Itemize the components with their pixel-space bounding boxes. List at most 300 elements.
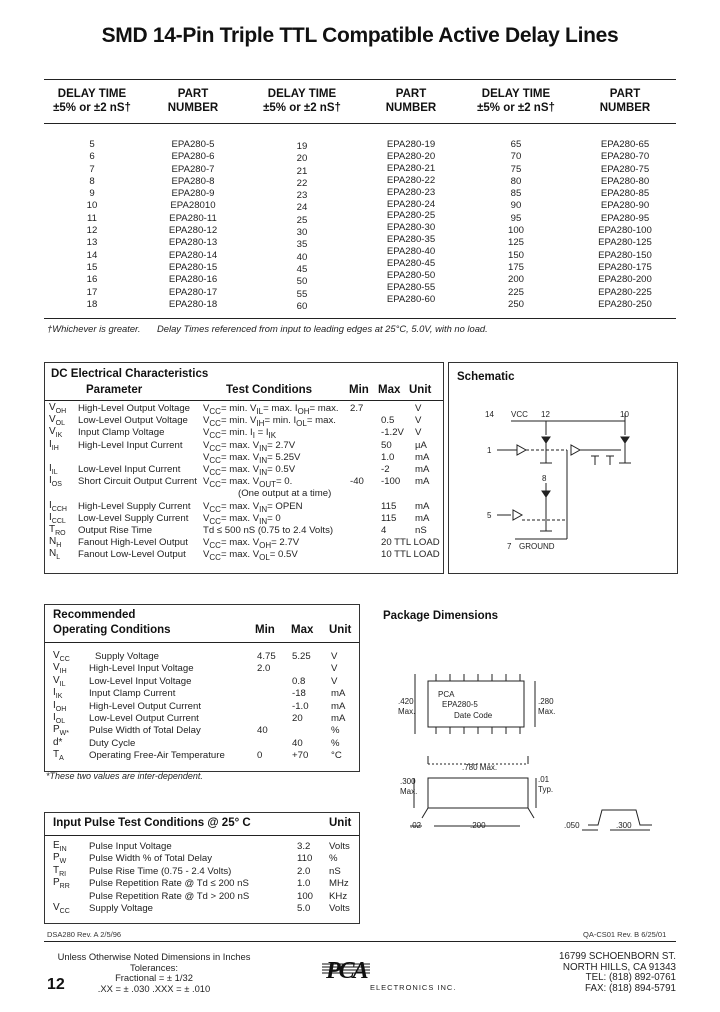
delay-column-3	[491, 139, 541, 311]
delay-value: 25	[296, 214, 308, 226]
symbol-letter: V	[49, 402, 56, 413]
dc-min: -40	[350, 476, 364, 488]
tolerance-block: Unless Otherwise Noted Dimensions in Inches Tolerances: Fractional = ± 1/32 .XX = ± .030 .XXX = ± .010	[57, 951, 251, 994]
part-number: EPA280-7	[171, 163, 215, 175]
part-number: EPA280-8	[171, 175, 215, 187]
dc-param: Fanout Low-Level Output	[78, 549, 186, 561]
symbol	[53, 877, 70, 890]
dc-condition: $V_{CC}= \max$. $V_{OH}= 2.7V$	[203, 537, 300, 551]
roc-max: -18	[292, 688, 306, 700]
roc-min: 2.0	[257, 663, 271, 675]
delay-value: 50	[296, 276, 308, 288]
doc-revision-left: DSA280 Rev. A 2/5/96	[47, 930, 122, 939]
dc-header-conditions: Test Conditions	[226, 384, 313, 396]
roc-unit: mA	[331, 700, 346, 712]
table-bottom-rule	[44, 318, 676, 319]
roc-unit: V	[331, 651, 338, 662]
symbol-letter: V	[53, 662, 60, 674]
symbol-subscript: L	[56, 554, 61, 562]
symbol-letter: V	[53, 902, 60, 913]
symbol	[53, 865, 66, 878]
symbol-letter: I	[49, 511, 52, 523]
part-number: EPA280-25	[386, 210, 436, 222]
dc-param: Low-Level Supply Current	[78, 512, 189, 524]
part-number: EPA280-225	[598, 286, 652, 298]
symbol	[53, 852, 66, 865]
part-header-2: PART NUMBER	[385, 88, 437, 114]
symbol	[49, 463, 58, 476]
delay-value: 10	[86, 200, 98, 212]
roc-min: 4.75	[257, 651, 276, 662]
roc-unit: V	[331, 663, 338, 675]
page-number: 12	[47, 976, 65, 993]
delay-value: 15	[86, 261, 98, 273]
ipt-header-rule	[45, 835, 359, 836]
pin-8-label: 8	[542, 474, 547, 483]
roc-max: 20	[292, 713, 303, 724]
dc-unit: µA	[415, 439, 427, 451]
dc-max: 50	[381, 439, 392, 451]
ipt-value: 3.2	[297, 841, 311, 852]
dc-condition: $V_{CC}= \max$. $V_{IN}=$ OPEN	[203, 500, 303, 514]
roc-unit: °C	[331, 750, 342, 762]
part-number: EPA280-5	[171, 139, 215, 150]
symbol-subscript: OL	[55, 420, 66, 428]
roc-param: Operating Free-Air Temperature	[89, 750, 225, 762]
chip-part-text: EPA280-5	[442, 700, 478, 709]
part-number: EPA28010	[170, 200, 216, 212]
delay-value: 225	[507, 286, 524, 298]
part-column-1	[153, 139, 233, 311]
chip-datecode-text: Date Code	[454, 711, 493, 720]
delay-value: 60	[296, 300, 308, 312]
delay-value: 40	[296, 251, 308, 263]
footer-rule	[44, 941, 676, 942]
symbol-subscript: OH	[55, 705, 67, 713]
roc-unit: %	[331, 737, 340, 749]
part-number: EPA280-55	[386, 281, 436, 293]
delay-value: 20	[296, 153, 308, 165]
symbol	[53, 700, 66, 713]
dc-header-parameter: Parameter	[86, 384, 143, 396]
part-number: EPA280-40	[386, 246, 436, 258]
ipt-param: Pulse Input Voltage	[89, 841, 172, 852]
dc-param: Output Rise Time	[78, 525, 153, 536]
symbol	[49, 512, 66, 525]
ground-label: GROUND	[519, 542, 555, 551]
dc-unit: V	[415, 415, 422, 427]
delay-value: 35	[296, 239, 308, 251]
ipt-unit: Volts	[329, 841, 350, 852]
delay-value: 55	[296, 288, 308, 300]
symbol-subscript: CC	[59, 908, 70, 915]
symbol-subscript: IH	[59, 668, 67, 676]
part-number: EPA280-24	[386, 198, 436, 210]
delay-value: 70	[510, 151, 522, 163]
roc-max: 5.25	[292, 651, 311, 662]
dc-unit: V	[415, 403, 422, 414]
schematic-box	[448, 362, 678, 574]
ipt-unit: KHz	[329, 890, 348, 902]
part-number: EPA280-22	[386, 174, 436, 186]
roc-param: Low-Level Input Voltage	[89, 675, 192, 687]
part-number: EPA280-125	[598, 237, 652, 249]
dc-unit: mA	[415, 476, 430, 488]
dc-condition: $V_{CC}= \max$. $V_{IN}= 0$	[203, 512, 281, 526]
ipt-unit: %	[329, 853, 338, 865]
delay-value: 14	[86, 249, 98, 261]
symbol-letter: T	[49, 524, 56, 535]
table-header-rule	[44, 123, 676, 124]
pin-12-label: 12	[541, 410, 550, 419]
symbol-letter: I	[49, 499, 52, 511]
delay-value: 100	[507, 225, 524, 237]
pin-1-label: 1	[487, 446, 492, 455]
part-number: EPA280-175	[598, 261, 652, 273]
table-top-rule	[44, 79, 676, 80]
delay-value: 150	[507, 249, 524, 261]
delay-header-1: DELAY TIME ±5% or ±2 nS†	[53, 88, 131, 114]
symbol	[49, 439, 59, 452]
roc-header-max: Max	[291, 624, 314, 636]
roc-title-line2: Operating Conditions	[53, 624, 171, 636]
symbol	[49, 524, 66, 537]
part-number: EPA280-80	[600, 175, 650, 187]
roc-param: Duty Cycle	[89, 737, 136, 749]
symbol	[53, 737, 62, 750]
part-number: EPA280-12	[168, 225, 218, 237]
delay-value: 30	[296, 227, 308, 239]
dc-unit: nS	[415, 525, 427, 536]
delay-value: 5	[89, 139, 95, 150]
symbol	[49, 402, 66, 415]
symbol	[53, 662, 67, 675]
symbol	[49, 536, 61, 549]
ipt-unit: nS	[329, 865, 341, 877]
delay-value: 90	[510, 200, 522, 212]
dc-characteristics-box	[44, 362, 444, 574]
part-number: EPA280-250	[598, 298, 652, 310]
delay-value: 200	[507, 274, 524, 286]
dc-unit: mA	[415, 512, 430, 524]
roc-min: 40	[257, 725, 268, 737]
ipt-param: Pulse Rise Time (0.75 - 2.4 Volts)	[89, 865, 232, 877]
ipt-value: 2.0	[297, 865, 311, 877]
symbol-letter: P	[53, 724, 60, 736]
schematic-title: Schematic	[457, 371, 515, 383]
roc-max: +70	[292, 750, 309, 762]
dim-pitch: .050	[564, 821, 580, 830]
dim-lead-thickness: .01	[538, 775, 550, 784]
delay-column-2	[277, 141, 327, 313]
dc-param: Fanout High-Level Output	[78, 537, 188, 549]
symbol-subscript: IN	[59, 846, 67, 853]
roc-param: Pulse Width of Total Delay	[89, 725, 201, 737]
ipt-unit: Volts	[329, 903, 350, 914]
roc-footnote: *These two values are inter-dependent.	[46, 771, 203, 781]
delay-header-2: DELAY TIME ±5% or ±2 nS†	[263, 88, 341, 114]
symbol	[49, 426, 62, 439]
delay-value: 18	[86, 298, 98, 310]
roc-max: 0.8	[292, 675, 306, 687]
delay-value: 23	[296, 190, 308, 202]
dc-header-max: Max	[378, 384, 401, 396]
roc-param: Supply Voltage	[95, 651, 160, 662]
dc-condition: $V_{CC}= \min$. $V_{IL}= \max$. $I_{OH}= \max$.	[203, 403, 339, 416]
ipt-value: 5.0	[297, 903, 311, 914]
schematic-diagram	[449, 363, 677, 573]
dc-condition: $V_{CC}= \max$. $V_{IN}= 0.5V$	[203, 464, 296, 477]
input-pulse-box	[44, 812, 360, 924]
part-number: EPA280-14	[168, 249, 218, 261]
symbol-subscript: W	[59, 858, 67, 866]
symbol	[53, 687, 62, 700]
symbol-letter: I	[49, 463, 52, 474]
roc-param: Low-Level Output Current	[89, 713, 199, 724]
symbol-subscript: CCH	[51, 505, 67, 513]
pin-5-label: 5	[487, 511, 492, 520]
dc-param: Input Clamp Voltage	[78, 427, 165, 439]
part-number: EPA280-11	[169, 212, 217, 224]
dc-unit: V	[415, 427, 422, 439]
dc-param: High-Level Input Current	[78, 439, 183, 451]
symbol	[53, 724, 69, 737]
part-number: EPA280-23	[386, 186, 436, 198]
part-number: EPA280-35	[386, 234, 436, 246]
symbol-subscript: IL	[59, 680, 66, 688]
delay-value: 95	[510, 212, 522, 224]
delay-value: 16	[86, 274, 98, 286]
roc-unit: mA	[331, 713, 346, 724]
symbol-letter: I	[53, 699, 56, 711]
delay-value: 45	[296, 263, 308, 275]
pca-logo-text: PCA	[326, 958, 367, 984]
dim-width-max: Max.	[398, 707, 416, 716]
symbol-subscript: RO	[55, 530, 66, 537]
delay-value: 75	[510, 163, 522, 175]
dc-max: 115	[381, 500, 397, 512]
delay-value: 13	[86, 237, 98, 249]
dc-max: -100	[381, 476, 401, 488]
part-number: EPA280-70	[600, 151, 650, 163]
roc-header-min: Min	[255, 624, 275, 636]
symbol-subscript: CC	[59, 656, 70, 663]
dim-lead-span: .300	[616, 821, 632, 830]
dc-condition: $V_{CC}= \min$. $V_{IH}= \min$. $I_{OL}= \max$.	[203, 415, 336, 429]
dc-param: High-Level Output Voltage	[78, 403, 191, 414]
delay-value: 125	[507, 237, 524, 249]
pin-14-label: 14	[485, 410, 494, 419]
ipt-param: Supply Voltage	[89, 903, 154, 914]
dc-header-rule	[45, 400, 443, 401]
delay-value: 7	[89, 163, 95, 175]
delay-value: 9	[89, 188, 95, 200]
symbol-letter: I	[49, 438, 52, 450]
dc-unit: mA	[415, 451, 430, 463]
symbol-subscript: IL	[51, 469, 58, 476]
part-number: EPA280-75	[600, 163, 650, 175]
ipt-param: Pulse Repetition Rate @ Td ≤ 200 nS	[89, 878, 249, 890]
roc-param: Input Clamp Current	[89, 688, 176, 700]
delay-value: 22	[296, 177, 308, 189]
roc-unit: mA	[331, 688, 346, 700]
ipt-unit: MHz	[329, 878, 349, 890]
delay-value: 65	[510, 139, 522, 150]
roc-max: 40	[292, 737, 303, 749]
symbol-letter: N	[49, 548, 57, 560]
symbol	[53, 902, 70, 915]
part-header-3: PART NUMBER	[599, 88, 651, 114]
doc-revision-right: QA-CS01 Rev. B 6/25/01	[583, 930, 667, 939]
symbol-letter: T	[53, 749, 60, 761]
dc-min: 2.7	[350, 403, 364, 414]
part-number: EPA280-6	[171, 151, 215, 163]
dc-unit: mA	[415, 464, 430, 475]
part-number: EPA280-19	[386, 139, 436, 150]
part-number: EPA280-21	[386, 162, 436, 174]
symbol-letter: V	[49, 426, 56, 438]
dc-max: 10 TTL LOAD	[381, 549, 440, 561]
delay-value: 12	[86, 225, 98, 237]
dc-max: -2	[381, 464, 390, 475]
ipt-param: Pulse Repetition Rate @ Td > 200 nS	[89, 890, 250, 902]
roc-max: -1.0	[292, 700, 309, 712]
electronics-text: ELECTRONICS INC.	[370, 983, 457, 992]
symbol	[53, 712, 65, 725]
ipt-value: 100	[297, 890, 314, 902]
vcc-label: VCC	[511, 410, 528, 419]
symbol-letter: P	[53, 877, 60, 889]
dc-condition: $V_{CC}= \max$. $V_{IN}= 5.25V$	[203, 451, 301, 465]
part-number: EPA280-200	[598, 274, 652, 286]
part-number: EPA280-85	[600, 188, 650, 200]
roc-param: High-Level Input Voltage	[89, 663, 194, 675]
symbol-subscript: A	[59, 755, 64, 763]
symbol-letter: I	[53, 712, 56, 723]
symbol-subscript: OH	[55, 408, 67, 415]
part-number: EPA280-9	[171, 188, 215, 200]
part-number: EPA280-16	[168, 274, 218, 286]
symbol	[49, 548, 60, 561]
symbol	[53, 840, 67, 853]
roc-min: 0	[257, 750, 263, 762]
package-drawing	[370, 660, 676, 840]
dc-param: Short Circuit Output Current	[78, 476, 197, 488]
dim-length-value: .780 Max.	[462, 763, 498, 772]
ipt-header-unit: Unit	[329, 817, 352, 829]
delay-value: 17	[86, 286, 98, 298]
symbol-subscript: H	[56, 542, 62, 550]
symbol-subscript: RI	[59, 870, 67, 878]
table-footnote-reference: Delay Times referenced from input to leading edges at 25°C, 5.0V, with no load.	[157, 323, 488, 334]
delay-header-3: DELAY TIME ±5% or ±2 nS†	[477, 88, 555, 114]
delay-value: 175	[507, 261, 524, 273]
symbol-subscript: IK	[55, 432, 63, 440]
roc-param: High-Level Output Current	[89, 700, 201, 712]
roc-unit: V	[331, 675, 338, 687]
delay-value: 85	[510, 188, 522, 200]
symbol-letter: T	[53, 864, 60, 876]
dc-max: 1.0	[381, 451, 395, 463]
symbol-subscript: CCL	[51, 517, 66, 525]
dc-condition: (One output at a time)	[238, 488, 332, 500]
roc-unit: %	[331, 725, 340, 737]
dim-body-max: Max.	[538, 707, 556, 716]
dc-max: 0.5	[381, 415, 395, 427]
part-number: EPA280-150	[598, 249, 652, 261]
symbol	[53, 650, 70, 663]
symbol-subscript: OL	[55, 718, 66, 725]
symbol-letter: V	[53, 674, 60, 686]
symbol-letter: P	[53, 852, 60, 864]
ipt-title: Input Pulse Test Conditions @ 25° C	[53, 817, 251, 829]
symbol-subscript: IH	[51, 444, 59, 452]
symbol-letter: E	[53, 840, 60, 851]
dim-body-value: .280	[538, 697, 554, 706]
delay-value: 19	[296, 141, 308, 152]
dim-lead-typ: Typ.	[538, 785, 554, 794]
part-header-1: PART NUMBER	[167, 88, 219, 114]
symbol-subscript: IK	[55, 693, 63, 701]
dc-max: 115	[381, 512, 397, 524]
dc-unit: mA	[415, 500, 430, 512]
dc-param: Low-Level Input Current	[78, 464, 181, 475]
dc-condition: $V_{CC}= \min$. $I_I = I_{IK}$	[203, 427, 277, 441]
part-number: EPA280-50	[386, 269, 436, 281]
part-number: EPA280-65	[600, 139, 650, 150]
part-number: EPA280-18	[168, 298, 218, 310]
symbol-subscript: W*	[59, 730, 70, 738]
dc-header-unit: Unit	[409, 384, 432, 396]
delay-value: 11	[87, 212, 97, 224]
symbol-letter: I	[53, 687, 56, 699]
symbol-letter: V	[53, 650, 60, 661]
symbol	[53, 675, 66, 688]
page-title: SMD 14-Pin Triple TTL Compatible Active Delay Lines	[101, 24, 619, 47]
delay-value: 6	[89, 151, 95, 163]
dim-width-value: .420	[398, 697, 414, 706]
dim-height-max: Max.	[400, 787, 418, 796]
operating-conditions-box	[44, 604, 360, 772]
dc-condition: Td ≤ 500 nS (0.75 to 2.4 Volts)	[203, 525, 334, 536]
symbol-letter: N	[49, 536, 57, 548]
symbol	[49, 414, 65, 427]
pca-logo	[322, 954, 370, 990]
delay-value: 8	[89, 175, 95, 187]
part-column-3	[585, 139, 665, 311]
part-number: EPA280-90	[600, 200, 650, 212]
part-number: EPA280-95	[600, 212, 650, 224]
dim-standoff: .02	[410, 821, 422, 830]
roc-title-line1: Recommended	[53, 609, 136, 621]
part-number: EPA280-60	[386, 293, 436, 305]
part-number: EPA280-30	[386, 222, 436, 234]
delay-value: 21	[296, 165, 308, 177]
address-block: 16799 SCHOENBORN ST. NORTH HILLS, CA 91343 TEL: (818) 892-0761 FAX: (818) 894-5791	[558, 951, 676, 994]
pin-7-label: 7	[507, 542, 512, 551]
roc-header-rule	[45, 642, 359, 643]
symbol	[49, 500, 67, 513]
symbol-letter: I	[49, 475, 52, 487]
roc-header-unit: Unit	[329, 624, 352, 636]
ipt-param: Pulse Width % of Total Delay	[89, 853, 212, 865]
dim-height-value: .300	[400, 777, 416, 786]
symbol-letter: V	[49, 414, 56, 426]
dc-header-min: Min	[349, 384, 369, 396]
part-number: EPA280-13	[168, 237, 218, 249]
part-number: EPA280-45	[386, 258, 436, 270]
dc-condition: $V_{CC}= \max$. $V_{OUT}= 0$.	[203, 476, 293, 490]
